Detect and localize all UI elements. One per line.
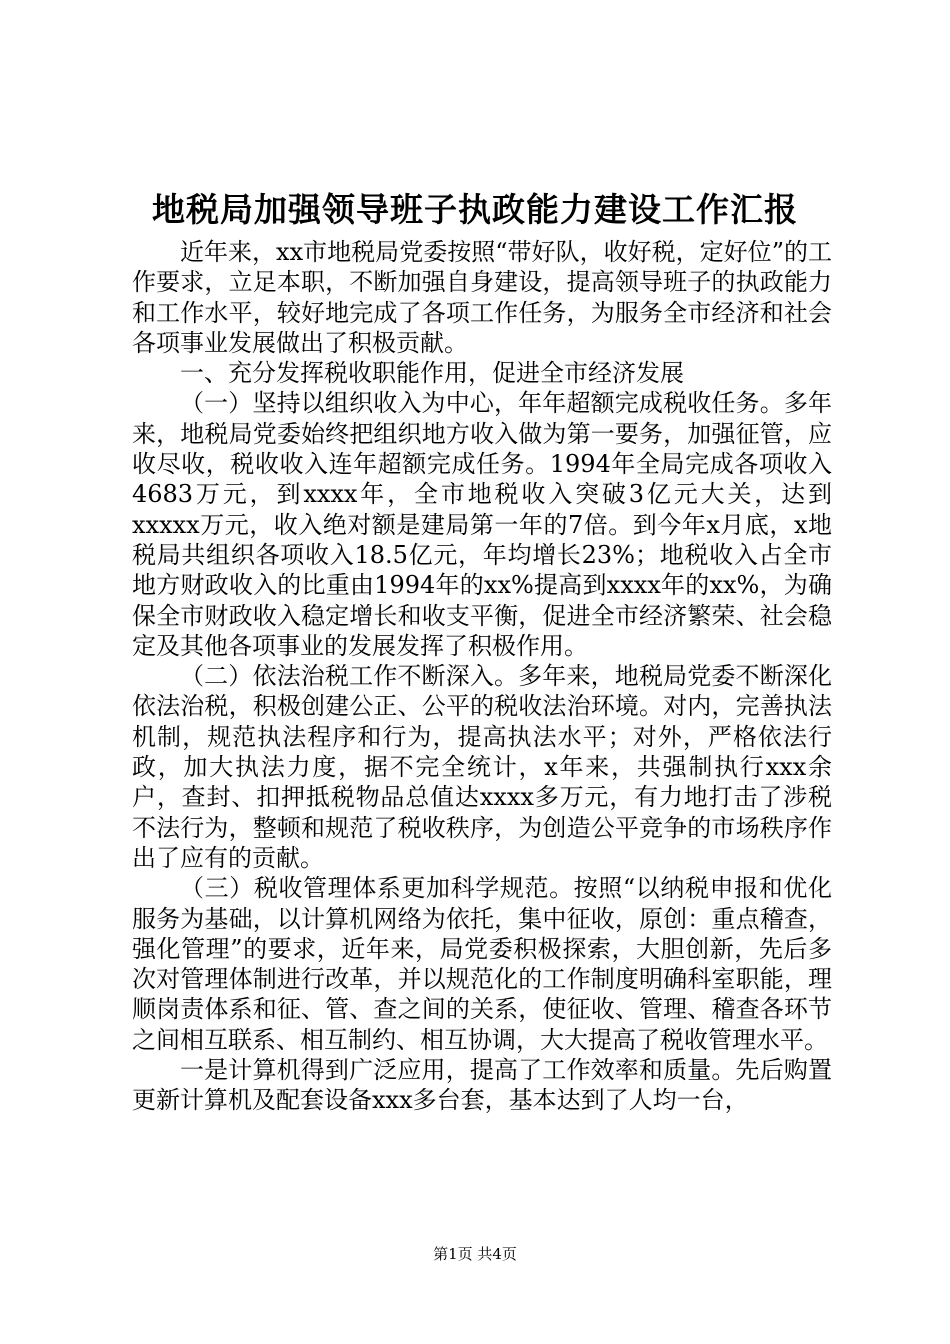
paragraph-intro: 近年来，xx市地税局党委按照“带好队，收好税，定好位”的工作要求，立足本职，不断加强自身建设，提高领导班子的执政能力和工作水平，较好地完成了各项工作任务，为服务全市经济和社会各项事业发展做出了积极贡献。 [132, 238, 832, 357]
document-body [132, 237, 832, 1116]
section-heading-1: 一、充分发挥税收职能作用，促进全市经济发展 [180, 359, 684, 388]
paragraph-point-1: 一是计算机得到广泛应用，提高了工作效率和质量。先后购置更新计算机及配套设备xxx多台套，基本达到了人均一台， [132, 1056, 832, 1115]
document-title: 地税局加强领导班子执政能力建设工作汇报 [152, 190, 798, 229]
paragraph-item-3: （三）税收管理体系更加科学规范。按照“以纳税申报和优化服务为基础，以计算机网络为依托，集中征收，原创：重点稽查，强化管理”的要求，近年来，局党委积极探索，大胆创新，先后多次对管理体制进行改革，并以规范化的工作制度明确科室职能，理顺岗责体系和征、管、查之间的关系，使征收、管理、稽查各环节之间相互联系、相互制约、相互协调，大大提高了税收管理水平。 [132, 874, 832, 1054]
paragraph-item-1: （一）坚持以组织收入为中心，年年超额完成税收任务。多年来，地税局党委始终把组织地方收入做为第一要务，加强征管，应收尽收，税收收入连年超额完成任务。1994年全局完成各项收入4683万元，到xxxx年，全市地税收入突破3亿元大关，达到xxxxx万元，收入绝对额是建局第一年的7倍。到今年x月底，x地税局共组织各项收入18.5亿元，年均增长23%；地税收入占全市地方财政收入的比重由1994年的xx%提高到xxxx年的xx%，为确保全市财政收入稳定增长和收支平衡，促进全市经济繁荣、社会稳定及其他各项事业的发展发挥了积极作用。 [132, 389, 832, 660]
page-footer: 第1页 共4页 [433, 1245, 517, 1263]
paragraph-item-2: （二）依法治税工作不断深入。多年来，地税局党委不断深化依法治税，积极创建公正、公平的税收法治环境。对内，完善执法机制，规范执法程序和行为，提高执法水平；对外，严格依法行政，加大执法力度，据不完全统计，x年来，共强制执行xxx余户，查封、扣押抵税物品总值达xxxx多万元，有力地打击了涉税不法行为，整顿和规范了税收秩序，为创造公平竞争的市场秩序作出了应有的贡献。 [132, 662, 832, 872]
